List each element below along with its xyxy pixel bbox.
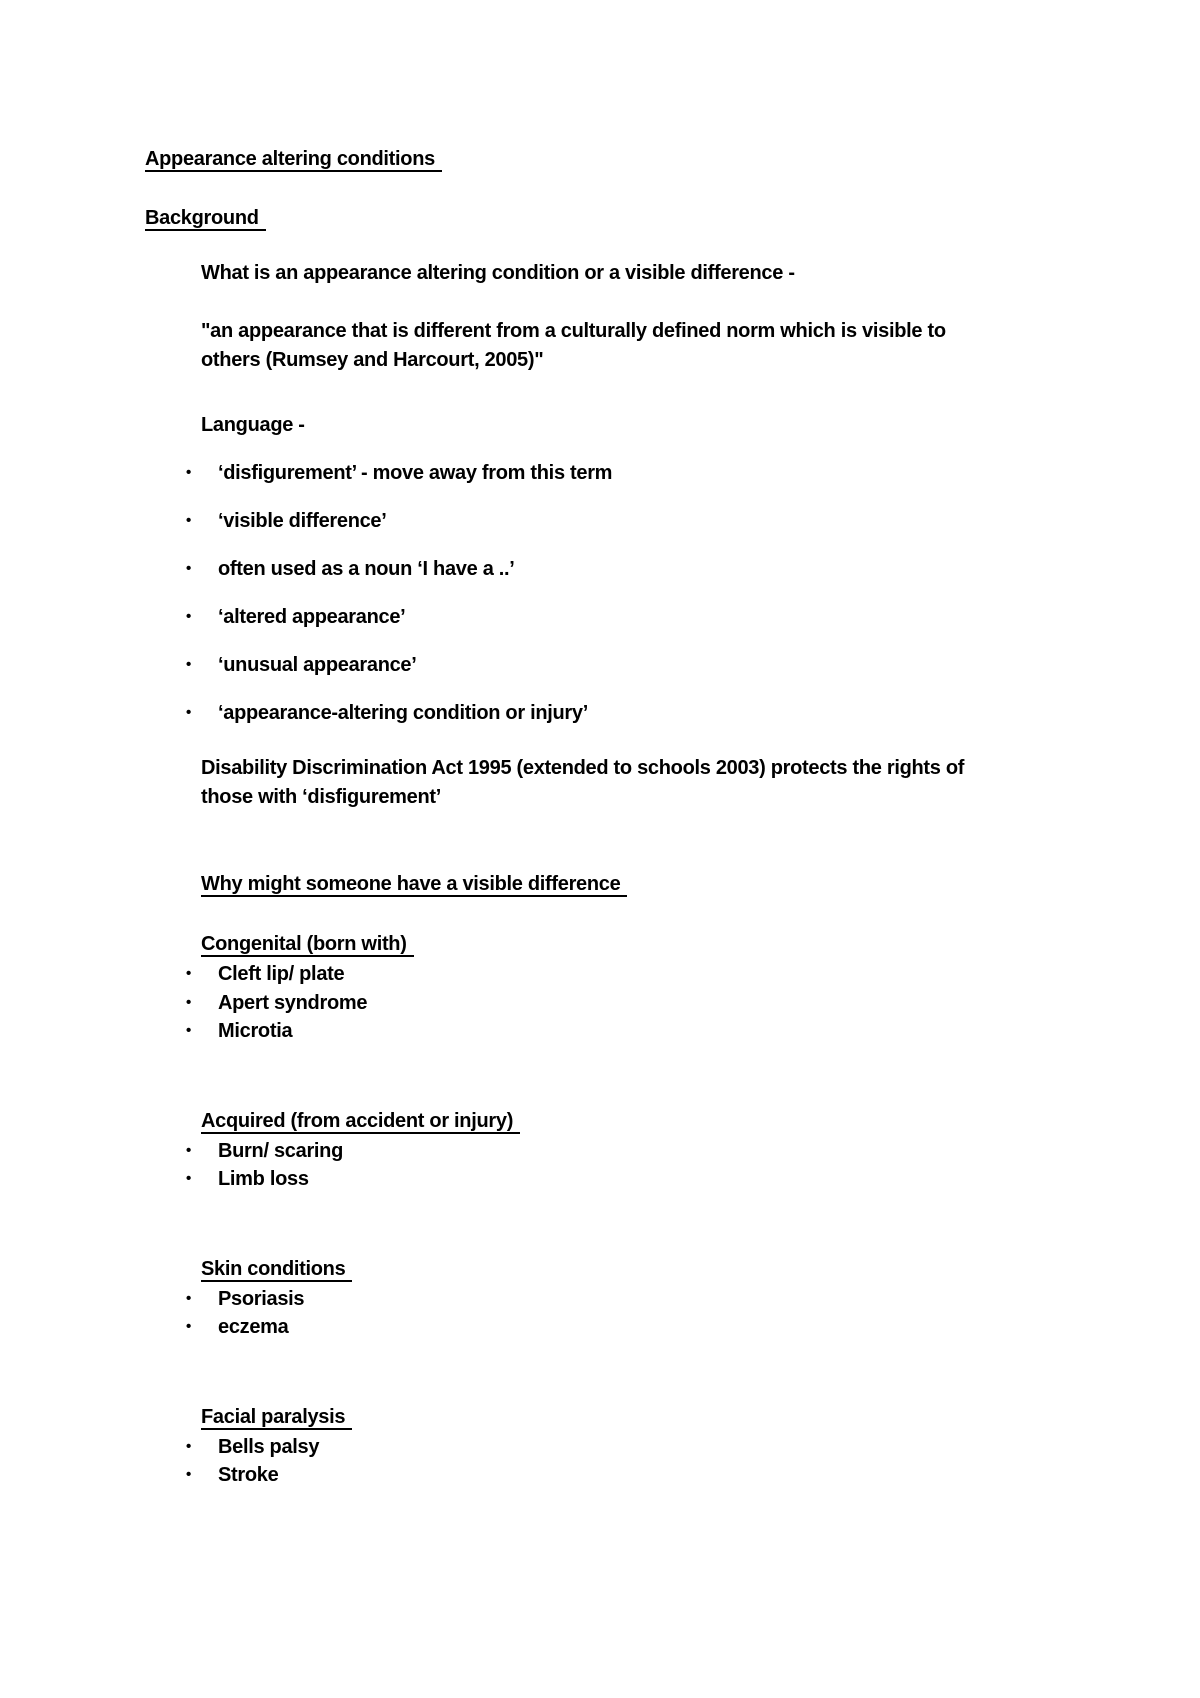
cause-group-facial-paralysis xyxy=(145,1403,1100,1490)
group-heading-text: Skin conditions xyxy=(201,1258,352,1282)
list-item xyxy=(218,651,1100,679)
list-item-text: ‘appearance-altering condition or injury’ xyxy=(218,702,588,724)
list-item xyxy=(218,1137,1100,1166)
dda-paragraph xyxy=(201,754,1100,812)
list-item xyxy=(218,507,1100,535)
language-bullet-list xyxy=(145,459,1100,727)
list-item xyxy=(218,459,1100,487)
dda-line-2: those with ‘disfigurement’ xyxy=(201,786,441,808)
quote-line-1: "an appearance that is different from a culturally defined norm which is visible to xyxy=(201,320,946,342)
bullet-icon xyxy=(186,1435,191,1459)
list-item xyxy=(218,1285,1100,1314)
group-bullet-list xyxy=(145,1433,1100,1490)
definition-quote xyxy=(201,317,1100,375)
list-item-text: ‘altered appearance’ xyxy=(218,606,406,628)
why-heading xyxy=(201,870,1100,898)
bullet-icon xyxy=(186,701,191,725)
cause-group-congenital xyxy=(145,930,1100,1046)
list-item-text: Cleft lip/ plate xyxy=(218,963,345,985)
list-item-text: often used as a noun ‘I have a ..’ xyxy=(218,558,515,580)
doc-title-text: Appearance altering conditions xyxy=(145,148,442,172)
why-heading-text: Why might someone have a visible difference xyxy=(201,873,627,897)
bullet-icon xyxy=(186,1315,191,1339)
language-label: Language - xyxy=(201,414,305,436)
bullet-icon xyxy=(186,1287,191,1311)
bullet-icon xyxy=(186,605,191,629)
bullet-icon xyxy=(186,1167,191,1191)
list-item-text: ‘unusual appearance’ xyxy=(218,654,417,676)
list-item xyxy=(218,960,1100,989)
list-item xyxy=(218,699,1100,727)
group-heading-text: Acquired (from accident or injury) xyxy=(201,1110,520,1134)
list-item xyxy=(218,555,1100,583)
list-item-text: Apert syndrome xyxy=(218,991,368,1014)
group-heading xyxy=(201,1403,1100,1431)
group-heading-text: Congenital (born with) xyxy=(201,933,414,957)
list-item xyxy=(218,1461,1100,1490)
list-item-text: Psoriasis xyxy=(218,1287,305,1310)
group-bullet-list xyxy=(145,1285,1100,1342)
cause-group-acquired xyxy=(145,1107,1100,1194)
quote-line-2: others (Rumsey and Harcourt, 2005)" xyxy=(201,349,544,371)
dda-line-1: Disability Discrimination Act 1995 (extended to schools 2003) protects the rights of xyxy=(201,757,965,779)
group-heading-text: Facial paralysis xyxy=(201,1406,352,1430)
list-item-text: Burn/ scaring xyxy=(218,1139,344,1162)
group-bullet-list xyxy=(145,1137,1100,1194)
list-item xyxy=(218,1313,1100,1342)
list-item-text: ‘visible difference’ xyxy=(218,510,387,532)
list-item xyxy=(218,989,1100,1018)
background-heading-text: Background xyxy=(145,207,266,231)
list-item-text: ‘disfigurement’ - move away from this term xyxy=(218,462,613,484)
list-item xyxy=(218,1017,1100,1046)
doc-title xyxy=(145,145,1100,173)
bullet-icon xyxy=(186,1139,191,1163)
bullet-icon xyxy=(186,991,191,1015)
list-item xyxy=(218,1433,1100,1462)
bullet-icon xyxy=(186,557,191,581)
definition-question: What is an appearance altering condition or a visible difference - xyxy=(201,262,795,284)
list-item-text: eczema xyxy=(218,1316,289,1338)
bullet-icon xyxy=(186,1019,191,1043)
list-item xyxy=(218,603,1100,631)
list-item-text: Bells palsy xyxy=(218,1435,320,1458)
group-heading xyxy=(201,1107,1100,1135)
group-heading xyxy=(201,1255,1100,1283)
bullet-icon xyxy=(186,653,191,677)
bullet-icon xyxy=(186,1463,191,1487)
list-item xyxy=(218,1165,1100,1194)
bullet-icon xyxy=(186,509,191,533)
list-item-text: Microtia xyxy=(218,1020,293,1042)
list-item-text: Limb loss xyxy=(218,1168,309,1190)
list-item-text: Stroke xyxy=(218,1464,279,1486)
cause-group-skin-conditions xyxy=(145,1255,1100,1342)
bullet-icon xyxy=(186,461,191,485)
bullet-icon xyxy=(186,962,191,986)
group-heading xyxy=(201,930,1100,958)
background-heading xyxy=(145,204,1100,232)
group-bullet-list xyxy=(145,960,1100,1046)
